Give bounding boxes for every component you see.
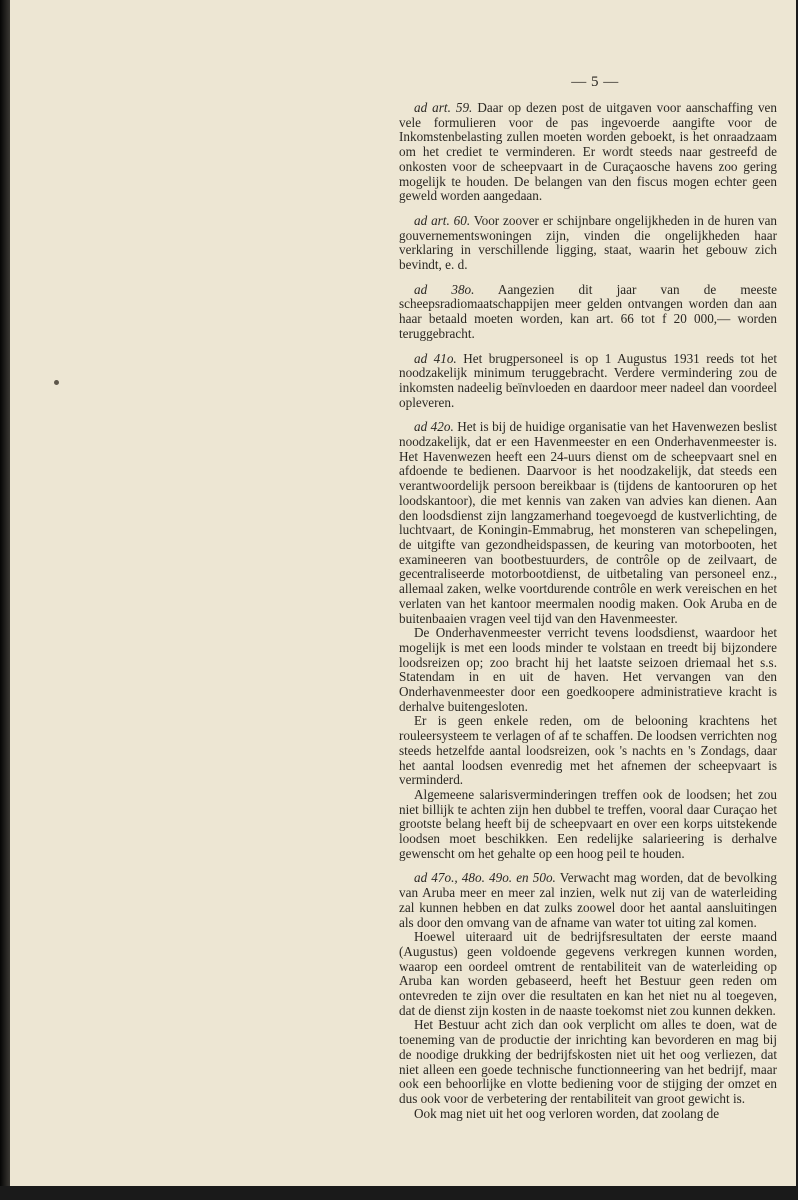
section-ref: ad art. 60. <box>414 212 471 228</box>
section-art-59 <box>399 101 777 204</box>
page-number: — 5 — <box>571 74 619 90</box>
section-42 <box>399 420 777 626</box>
section-text: Aangezien dit jaar van de meeste scheepsradiomaatschappijen meer gelden ontvangen worden dan aan haar betaald moeten worden, kan art. 66 tot f 20 000,— worden teruggebracht. <box>399 281 778 341</box>
section-text: Verwacht mag worden, dat de bevolking van Aruba meer en meer zal inzien, welk nut zij van de waterleiding zal kunnen hebben en dat zulks zoowel door het aantal aansluitingen als door den omvang van de afname van water tot uiting zal komen. <box>399 870 777 930</box>
section-art-60 <box>399 214 777 273</box>
section-text: Het is bij de huidige organisatie van het Havenwezen beslist noodzakelijk, dat er een Havenmeester en een Onderhavenmeester is. Het Havenwezen heeft een 24-uurs dienst om de scheepvaart snel en afdoende te bedienen. Daarvoor is het noodzakelijk, dat steeds een verantwoordelijk persoon bereikbaar is (tijdens de kantooruren op het loodskantoor), die met kennis van zaken van advies kan dienen. Aan den loodsdienst zijn langzamerhand toegevoegd de kustverlichting, de luchtvaart, de Koningin-Emmabrug, het monsteren van schepelingen, de uitgifte van gezondheidspassen, de keuring van motorbooten, het examineeren van bootbestuurders, de contrôle op de zeilvaart, de gecentraliseerde motorbootdienst, de uitbetaling van personeel enz., allemaal zaken, welke voortdurende contrôle en werk vereischen en het verlaten van het kantoor meermalen noodig maken. Ook Aruba en de buitenbaaien vragen veel tijd van den Havenmeester. <box>399 419 778 626</box>
section-text: Daar op dezen post de uitgaven voor aanschaffing ven vele formulieren voor de pas ingevoerde aangifte voor de Inkomstenbelasting zullen moeten worden geboekt, is het onraadzaam om het crediet te verminderen. Er wordt steeds naar gestreefd de onkosten voor de scheepvaart in de Curaçaosche havens zoo gering mogelijk te houden. De belangen van den fiscus mogen echter geen geweld worden aangedaan. <box>399 100 778 204</box>
section-ref: ad 42o. <box>414 419 454 435</box>
section-ref: ad 38o. <box>414 281 475 297</box>
section-38 <box>399 283 777 342</box>
paragraph: Ook mag niet uit het oog verloren worden, dat zoolang de <box>414 1105 720 1121</box>
paper-mark <box>54 380 59 385</box>
scan-border <box>0 1186 798 1200</box>
paragraph: Het Bestuur acht zich dan ook verplicht om alles te doen, wat de toeneming van de productie der inrichting kan bevorderen en mag bij de noodige drukking der bedrijfskosten niet uit het oog verliezen, dat niet alleen een goede technische functionneering van het bedrijf, maar ook een behoorlijke en vlotte bediening voor de stijging der omzet en dus ook voor de verbetering der rentabiliteit van groot gewicht is. <box>399 1017 777 1106</box>
section-ref: ad 47o., 48o. 49o. en 50o. <box>414 870 556 886</box>
section-41 <box>399 352 777 411</box>
text-column <box>399 101 777 1121</box>
section-text: Voor zoover er schijnbare ongelijkheden in de huren van gouvernementswoningen zijn, vinden die ongelijkheden haar verklaring in verschillende ligging, staat, waarin het gebouw zich bevindt, e. d. <box>399 212 778 273</box>
section-ref: ad 41o. <box>414 350 457 366</box>
document-page <box>10 0 796 1186</box>
paragraph: Algemeene salarisverminderingen treffen ook de loodsen; het zou niet billijk te achten zijn hen dubbel te treffen, vooral daar Curaçao het grootste belang heeft bij de scheepvaart en over een korps uitstekende loodsen moet beschikken. Een redelijke salarieering is derhalve gewenscht om het gehalte op een hoog peil te houden. <box>399 786 777 861</box>
paragraph: Er is geen enkele reden, om de belooning krachtens het rouleersysteem te verlagen of af te schaffen. De loodsen verrichten nog steeds hetzelfde aantal loodsreizen, ook 's nachts en 's Zondags, daar het aantal loodsen evenredig met het afnemen der scheepvaart is verminderd. <box>399 713 777 788</box>
binding-edge <box>0 0 10 1200</box>
section-ref: ad art. 59. <box>414 100 473 115</box>
section-47-50 <box>399 871 777 930</box>
paragraph: De Onderhavenmeester verricht tevens loodsdienst, waardoor het mogelijk is met een loods minder te volstaan en treedt bij bijzondere loodsreizen op; zoo bracht hij het laatste seizoen driemaal het s.s. Statendam in en uit de haven. Het vervangen van den Onderhavenmeester door een goedkoopere administratieve kracht is derhalve buitengesloten. <box>399 625 777 714</box>
section-text: Het brugpersoneel is op 1 Augustus 1931 reeds tot het noodzakelijk minimum teruggebracht. Verdere vermindering zou de inkomsten nadeelig beïnvloeden en daardoor meer nadeel dan voordeel opleveren. <box>399 350 778 410</box>
paragraph: Hoewel uiteraard uit de bedrijfsresultaten der eerste maand (Augustus) geen voldoende gegevens verkregen kunnen worden, waarop een oordeel omtrent de rentabiliteit van de waterleiding op Aruba kan worden gebaseerd, heeft het Bestuur geen reden om ontevreden te zijn over die resultaten en kan het niet nu al toegeven, dat de dienst zijn kosten in de naaste toekomst niet zou kunnen dekken. <box>399 929 777 1018</box>
